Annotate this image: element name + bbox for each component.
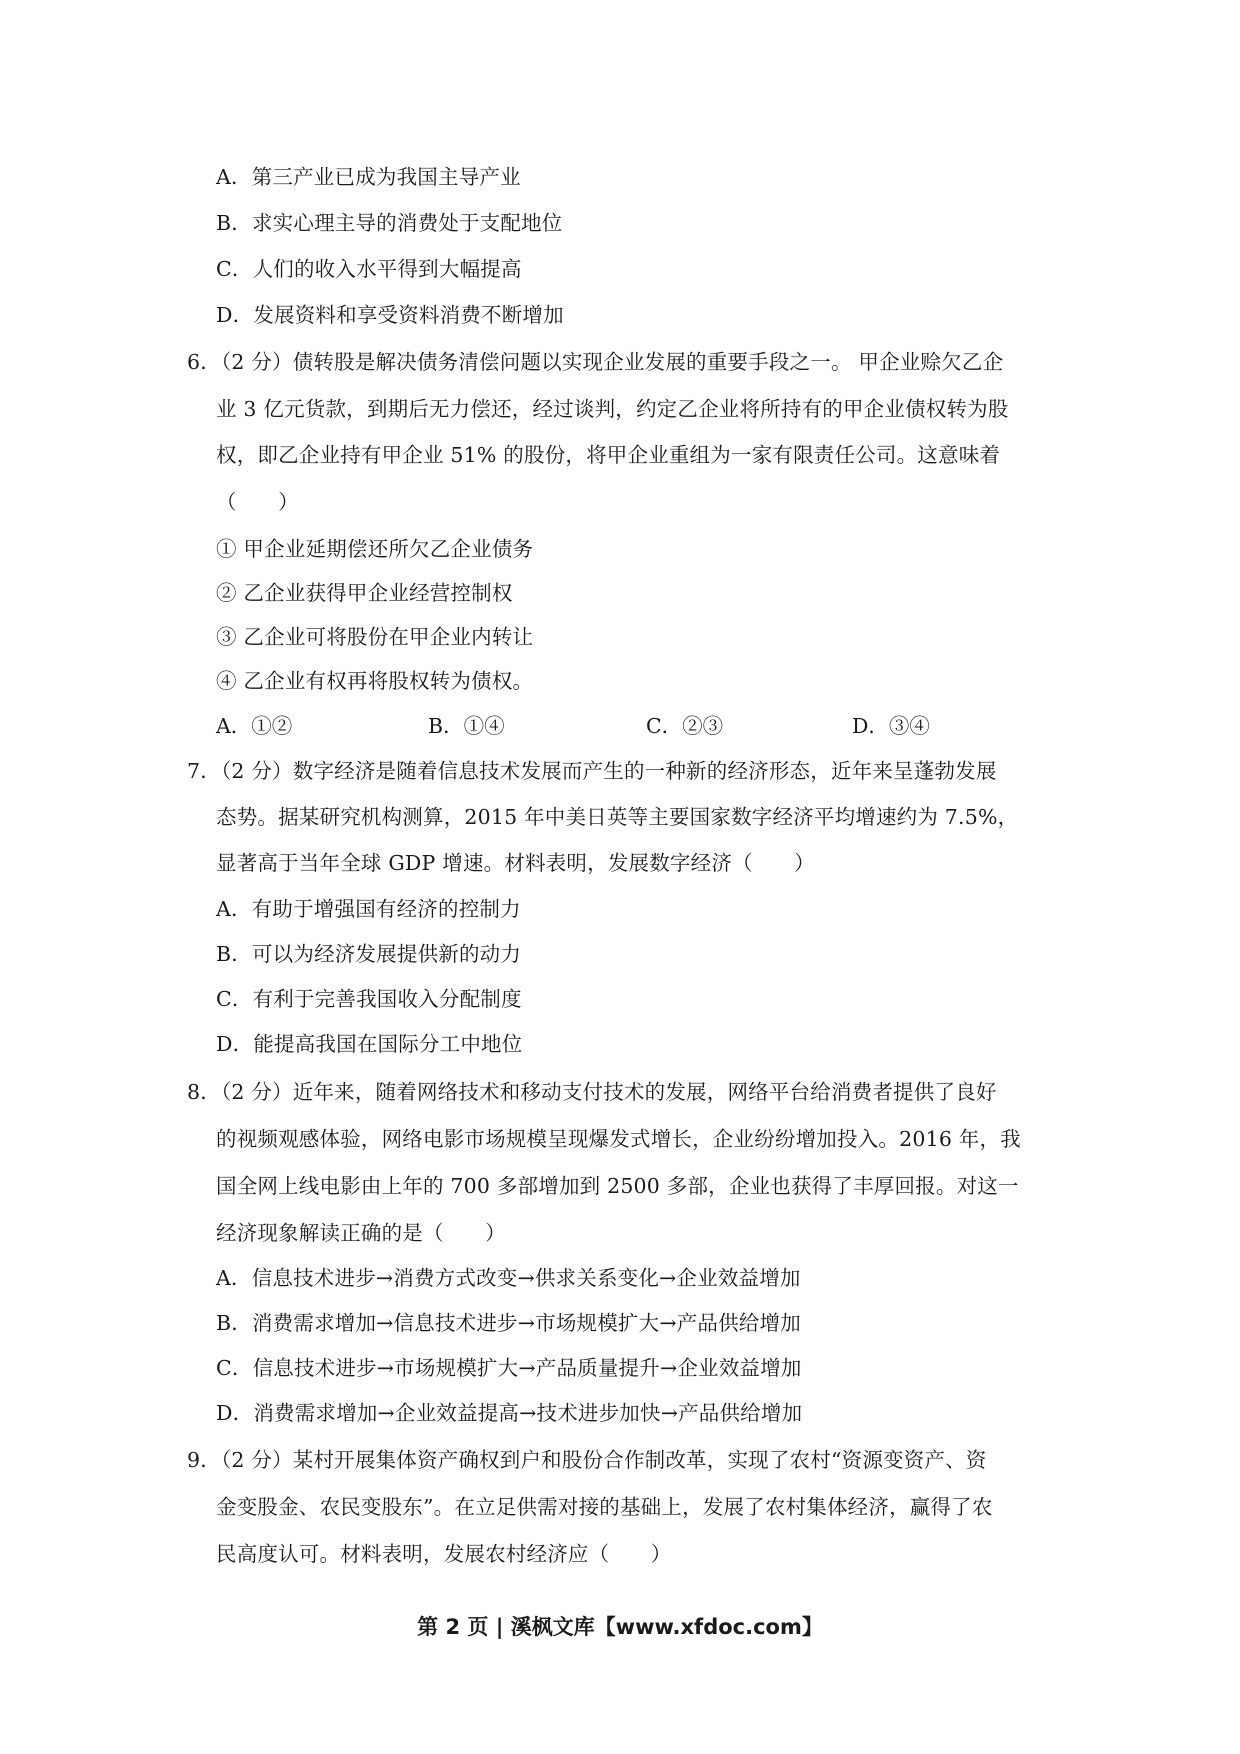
q5-option-b: B．求实心理主导的消费处于支配地位 [216, 211, 563, 235]
q6-option-d: D．③④ [852, 714, 930, 738]
q7-option-c: C．有利于完善我国收入分配制度 [216, 987, 522, 1011]
q6-stem-line-3: 权，即乙企业持有甲企业 51% 的股份，将甲企业重组为一家有限责任公司。这意味着 [216, 443, 1001, 467]
q6-stem-line-2: 业 3 亿元货款，到期后无力偿还，经过谈判，约定乙企业将所持有的甲企业债权转为股 [216, 397, 1009, 421]
q8-stem-line-2: 的视频观感体验，网络电影市场规模呈现爆发式增长，企业纷纷增加投入。2016 年，我 [216, 1127, 1021, 1151]
q7-stem-line-1: 7．（2 分）数字经济是随着信息技术发展而产生的一种新的经济形态，近年来呈蓬勃发展 [187, 759, 997, 783]
q9-stem-line-2: 金变股金、农民变股东”。在立足供需对接的基础上，发展了农村集体经济，赢得了农 [216, 1495, 993, 1519]
q5-option-c: C．人们的收入水平得到大幅提高 [216, 257, 522, 281]
q8-option-d: D．消费需求增加→企业效益提高→技术进步加快→产品供给增加 [216, 1401, 803, 1425]
q5-option-d: D．发展资料和享受资料消费不断增加 [216, 303, 564, 327]
q8-option-b: B．消费需求增加→信息技术进步→市场规模扩大→产品供给增加 [216, 1311, 801, 1335]
q7-stem-line-3: 显著高于当年全球 GDP 增速。材料表明，发展数字经济（ ） [216, 851, 815, 875]
q7-option-d: D．能提高我国在国际分工中地位 [216, 1032, 523, 1056]
q8-stem-line-3: 国全网上线电影由上年的 700 多部增加到 2500 多部，企业也获得了丰厚回报。对这一 [216, 1174, 1019, 1198]
q6-statement-1: ① 甲企业延期偿还所欠乙企业债务 [216, 537, 534, 561]
q7-stem-line-2: 态势。据某研究机构测算，2015 年中美日英等主要国家数字经济平均增速约为 7.5%， [216, 805, 1019, 829]
page-footer: 第 2 页 | 溪枫文库【www.xfdoc.com】 [417, 1615, 823, 1639]
q9-stem-line-3: 民高度认可。材料表明，发展农村经济应（ ） [216, 1542, 672, 1566]
q6-statement-2: ② 乙企业获得甲企业经营控制权 [216, 581, 513, 605]
q6-stem-line-1: 6．（2 分）债转股是解决债务清偿问题以实现企业发展的重要手段之一。 甲企业赊欠乙企 [187, 350, 1004, 374]
q8-option-c: C．信息技术进步→市场规模扩大→产品质量提升→企业效益增加 [216, 1356, 802, 1380]
q9-stem-line-1: 9．（2 分）某村开展集体资产确权到户和股份合作制改革，实现了农村“资源变资产、资 [187, 1448, 987, 1472]
q7-option-b: B．可以为经济发展提供新的动力 [216, 942, 522, 966]
q6-option-b: B．①④ [428, 714, 505, 738]
q6-statement-4: ④ 乙企业有权再将股权转为债权。 [216, 669, 534, 693]
q8-option-a: A．信息技术进步→消费方式改变→供求关系变化→企业效益增加 [216, 1266, 801, 1290]
q5-option-a: A．第三产业已成为我国主导产业 [216, 165, 521, 189]
q7-option-a: A．有助于增强国有经济的控制力 [216, 897, 521, 921]
q8-stem-line-1: 8．（2 分）近年来，随着网络技术和移动支付技术的发展，网络平台给消费者提供了良好 [187, 1080, 997, 1104]
q6-statement-3: ③ 乙企业可将股份在甲企业内转让 [216, 625, 534, 649]
q8-stem-line-4: 经济现象解读正确的是（ ） [216, 1221, 506, 1245]
q6-option-c: C．②③ [646, 714, 724, 738]
q6-stem-line-4: （ ） [216, 490, 299, 514]
q6-option-a: A．①② [216, 714, 293, 738]
